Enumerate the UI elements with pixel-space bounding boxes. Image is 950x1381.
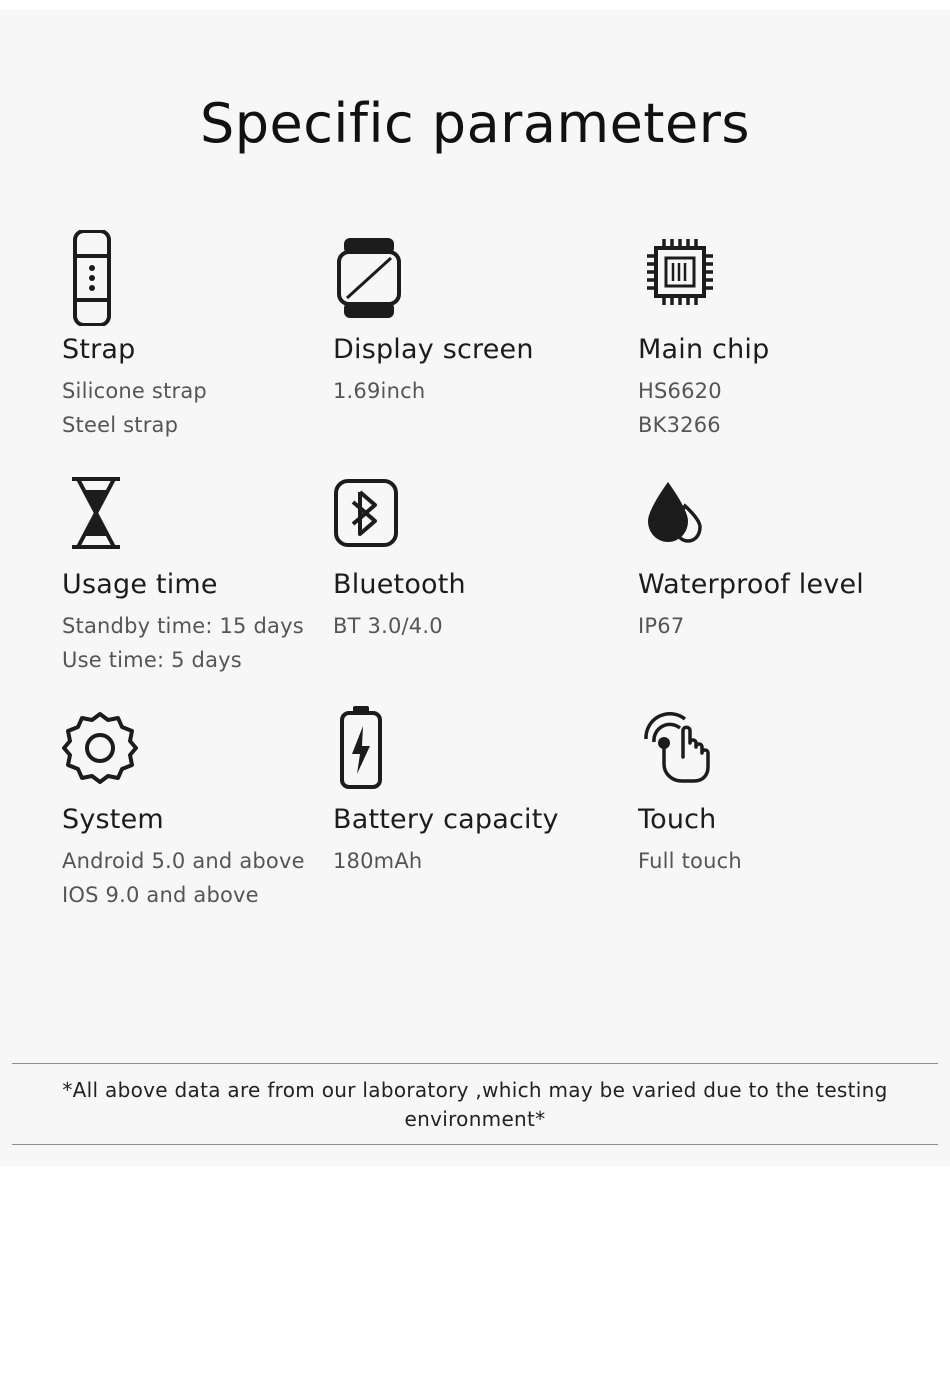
spec-detail — [333, 845, 638, 879]
spec-detail-line: BK3266 — [638, 412, 721, 437]
spec-detail-line: IOS 9.0 and above — [62, 882, 259, 907]
hourglass-icon — [62, 460, 333, 565]
spec-detail — [333, 610, 638, 644]
spec-label: Touch — [638, 804, 717, 836]
spec-detail-line: Silicone strap — [62, 379, 207, 403]
spec-item-waterproof — [638, 460, 950, 677]
spec-label: System — [62, 804, 164, 836]
divider-bottom — [12, 1144, 938, 1145]
gear-icon — [62, 695, 333, 800]
top-white-strip — [0, 0, 950, 10]
spec-item-bluetooth — [333, 460, 638, 677]
waterdrop-icon — [638, 460, 950, 565]
spec-detail — [62, 845, 333, 912]
footnote-block — [12, 1063, 938, 1145]
spec-detail-line: Android 5.0 and above — [62, 849, 305, 874]
spec-label: Waterproof level — [638, 569, 864, 601]
spec-item-usage-time — [0, 460, 333, 677]
spec-row — [0, 460, 950, 677]
spec-label: Display screen — [333, 334, 534, 365]
spec-row — [0, 695, 950, 912]
spec-item-strap — [0, 225, 333, 442]
footnote-text: *All above data are from our laboratory ,which may be varied due to the testing environment* — [62, 1078, 888, 1131]
battery-icon — [333, 695, 638, 800]
touch-hand-icon — [638, 695, 950, 800]
spec-detail — [638, 845, 950, 879]
spec-detail-line: Standby time: 15 days — [62, 614, 304, 639]
spec-detail-line: 1.69inch — [333, 379, 426, 403]
strap-icon — [62, 225, 333, 330]
spec-label: Battery capacity — [333, 804, 559, 836]
display-screen-icon — [333, 225, 638, 330]
spec-label: Usage time — [62, 569, 218, 601]
page-title: Specific parameters — [199, 92, 751, 155]
spec-label: Bluetooth — [333, 569, 466, 601]
spec-detail-line: HS6620 — [638, 379, 722, 403]
spec-item-display-screen — [333, 225, 638, 442]
spec-detail — [62, 610, 333, 677]
spec-detail-line: Steel strap — [62, 412, 179, 437]
spec-item-main-chip — [638, 225, 950, 442]
spec-label: Strap — [62, 334, 136, 365]
main-chip-icon — [638, 225, 950, 330]
spec-item-touch — [638, 695, 950, 912]
spec-detail — [62, 375, 333, 442]
spec-item-battery — [333, 695, 638, 912]
spec-detail-line: Full touch — [638, 849, 742, 874]
spec-detail-line: IP67 — [638, 614, 685, 639]
spec-label: Main chip — [638, 334, 770, 365]
spec-detail-line: 180mAh — [333, 849, 423, 874]
spec-detail-line: Use time: 5 days — [62, 647, 242, 672]
bluetooth-icon — [333, 460, 638, 565]
spec-grid — [0, 225, 950, 931]
spec-item-system — [0, 695, 333, 912]
spec-detail — [333, 375, 638, 409]
spec-detail — [638, 610, 950, 644]
spec-detail-line: BT 3.0/4.0 — [333, 614, 443, 639]
bottom-white-strip — [0, 1166, 950, 1381]
spec-detail — [638, 375, 950, 442]
spec-row — [0, 225, 950, 442]
